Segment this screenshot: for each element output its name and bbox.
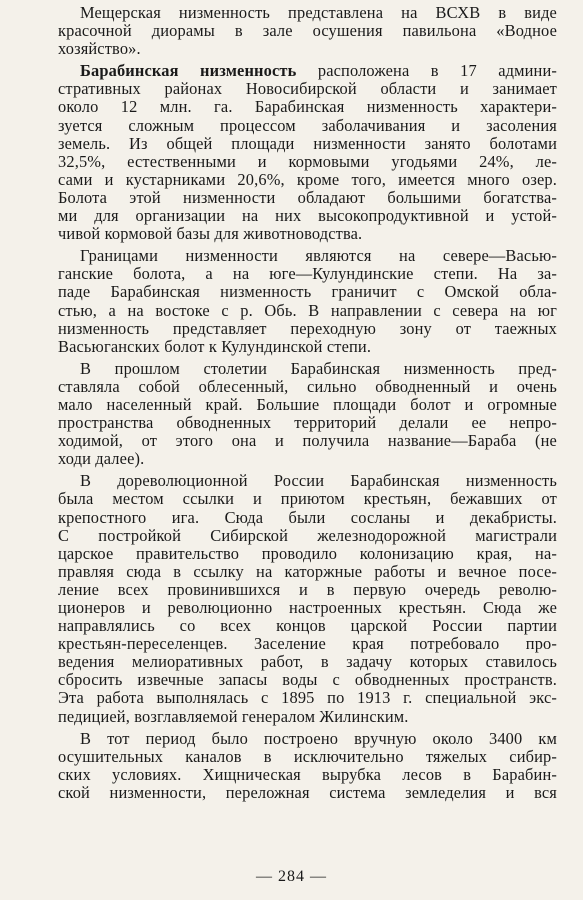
text-line [58, 748, 557, 766]
text-line [58, 414, 557, 432]
text-line [58, 545, 557, 563]
line-text: Границами низменности являются на севере—Васью- [80, 246, 557, 266]
line-text: ских условиях. Хищническая вырубка лесов в Барабин- [58, 764, 557, 784]
text-line [58, 599, 557, 617]
line-text: В дореволюционной России Барабинская низменность [80, 471, 557, 491]
line-text: ской низменности, переложная система земледелия и вся [58, 782, 557, 802]
text-line [58, 80, 557, 98]
line-text: Мещерская низменность представлена на ВСХВ в виде [80, 3, 557, 22]
line-text: хозяйство». [58, 39, 141, 59]
line-text: С постройкой Сибирской железнодорожной магистрали [58, 525, 557, 545]
text-line [58, 708, 557, 726]
text-line [58, 730, 557, 748]
line-text: расположена в 17 админи- [296, 61, 558, 81]
line-text: Болота этой низменности обладают большими богатства- [58, 187, 557, 207]
line-text: низменность представляет переходную зону от таежных [58, 318, 557, 338]
line-text: осушительных каналов в исключительно тяжелых сибир- [58, 746, 557, 766]
text-line [58, 207, 557, 225]
line-text: ганские болота, а на юге—Кулундинские степи. На за- [58, 264, 557, 284]
text-line [58, 432, 557, 450]
text-line [58, 490, 557, 508]
text-line [58, 581, 557, 599]
text-line [58, 527, 557, 545]
text-line [58, 171, 557, 189]
text-line [58, 40, 557, 58]
text-line [58, 635, 557, 653]
text-line [58, 320, 557, 338]
text-line [58, 617, 557, 635]
text-line [58, 62, 557, 80]
text-line [58, 450, 557, 468]
paragraph [58, 360, 557, 469]
line-text: сами и кустарниками 20,6%, кроме того, имеется много озер. [58, 169, 557, 189]
text-line [58, 117, 557, 135]
line-text: земель. Из общей площади низменности занято болотами [58, 133, 557, 153]
text-line [58, 302, 557, 320]
paragraph [58, 4, 557, 58]
line-text: ционеров и революционно настроенных крестьян. Сюда же [58, 598, 557, 617]
line-text: пространства обводненных территорий делали ее непро- [58, 413, 557, 433]
line-text: правляя сюда в ссылку на каторжные работы и вечное посе- [58, 561, 557, 581]
text-line [58, 247, 557, 265]
line-text: Васьюганских болот к Кулундинской степи. [58, 336, 372, 356]
line-text: ставляла собой облесенный, сильно обводненный и очень [58, 376, 557, 396]
line-text: ведения мелиоративных работ, в задачу которых ставилось [58, 652, 557, 672]
line-text: стью, а на востоке с р. Обь. В направлении с севера на юг [58, 300, 557, 320]
text-line [58, 784, 557, 802]
paragraph [58, 730, 557, 802]
paragraph [58, 62, 557, 243]
line-text: крестьян-переселенцев. Заселение края потребовало про- [58, 634, 557, 654]
text-line [58, 265, 557, 283]
text-line [58, 360, 557, 378]
line-text: красочной диорамы в зале осушения павильона «Водное [58, 21, 557, 41]
text-line [58, 509, 557, 527]
text-line [58, 378, 557, 396]
text-line [58, 189, 557, 207]
text-line [58, 563, 557, 581]
line-text: чивой кормовой базы для животноводства. [58, 224, 363, 244]
text-line [58, 225, 557, 243]
paragraph [58, 247, 557, 356]
line-text: Эта работа выполнялась с 1895 по 1913 г. специальной экс- [58, 688, 557, 708]
text-line [58, 22, 557, 40]
line-text: В тот период было построено вручную около 3400 км [80, 728, 557, 748]
text-line [58, 671, 557, 689]
text-line [58, 98, 557, 116]
line-text: педицией, возглавляемой генералом Жилинским. [58, 706, 409, 726]
paragraph [58, 472, 557, 725]
line-text: царское правительство проводило колонизацию края, на- [58, 543, 557, 563]
line-text: направлялись со всех концов царской России партии [58, 616, 557, 636]
line-text: паде Барабинская низменность граничит с Омской обла- [58, 282, 557, 302]
text-line [58, 135, 557, 153]
line-text: мало населенный край. Большие площади болот и огромные [58, 394, 557, 414]
text-line [58, 4, 557, 22]
line-text: стративных районах Новосибирской области и занимает [58, 79, 557, 99]
page-number: — 284 — [256, 868, 327, 885]
line-text: В прошлом столетии Барабинская низменность пред- [80, 358, 557, 378]
line-text: ходи далее). [58, 449, 145, 469]
line-text: зуется сложным процессом заболачивания и засоления [58, 115, 557, 135]
line-text: ходимой, от этого она и получила название—Бараба (не [58, 431, 557, 451]
line-text: ми для организации на них высокопродуктивной и устой- [58, 206, 557, 226]
bold-term: Барабинская низменность [80, 61, 297, 81]
text-line [58, 338, 557, 356]
line-text: ление всех провинившихся и в первую очередь револю- [58, 579, 557, 599]
text-line [58, 653, 557, 671]
text-line [58, 766, 557, 784]
line-text: крепостного ига. Сюда были сосланы и декабристы. [58, 507, 557, 527]
line-text: была местом ссылки и приютом крестьян, бежавших от [58, 489, 557, 509]
text-line [58, 472, 557, 490]
text-line [58, 283, 557, 301]
line-text: сбросить извечные запасы воды с обводненных пространств. [58, 670, 557, 690]
text-line [58, 396, 557, 414]
line-text: 32,5%, естественными и кормовыми угодьями 24%, ле- [58, 151, 557, 171]
text-line [58, 153, 557, 171]
line-text: около 12 млн. га. Барабинская низменность характери- [58, 97, 557, 117]
text-line [58, 689, 557, 707]
